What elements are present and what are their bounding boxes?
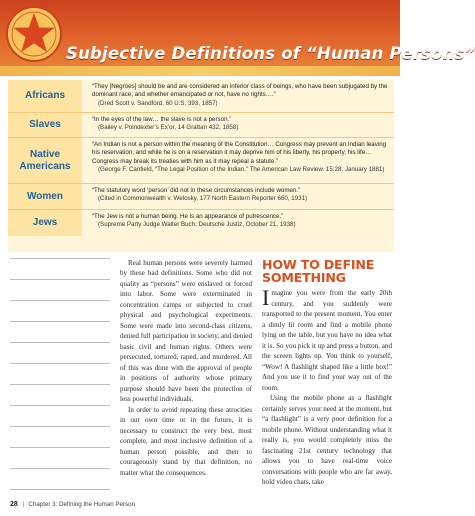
page-footer [10, 501, 135, 511]
section-heading: HOW TO DEFINE SOMETHING [262, 257, 375, 286]
definition-term: Slaves [8, 113, 82, 137]
definition-row [8, 113, 394, 138]
definition-quote-text: “In the eyes of the law… the slave is not a person.” [92, 116, 232, 123]
note-line [10, 426, 110, 427]
body-paragraph: Real human persons were severely harmed by these bad definitions. Some who did not quality as “persons” were enslaved or forced into labor. Some were exterminated in concentration camps or subjected to cruel physical and psychological experiments. Some were made into second-class citizens, denied full participation in society, and denied basic civil and human rights. Others were persecuted, tortured, raped, and murdered. All of this was done with the approval of people in positions of authority whose primary purpose should have been the protection of less powerful individuals. [120, 259, 252, 404]
note-line [10, 405, 110, 406]
page-number: 28 [10, 501, 18, 508]
definition-citation: (George F. Canfield, “The Legal Position of the Indian.” The American Law Review. 15:28, January 1881) [98, 166, 385, 174]
body-paragraph-text: magine you were from the early 20th century, and you suddenly were transported to the present moment. You enter a dimly lit room and find a mobile phone lying on the table, but you have no idea what it is. So you pick it up and press a button, and the screen lights up. You think to yourself, “Wow! A flashlight shaped like a little box!” And you use it to find your way out of the room. [262, 289, 392, 392]
note-line [10, 279, 110, 280]
note-line [10, 489, 110, 490]
note-line [10, 342, 110, 343]
definition-row [8, 210, 394, 236]
footer-separator: | [22, 501, 25, 508]
definition-term: Africans [8, 80, 82, 112]
note-line [10, 384, 110, 385]
note-line [10, 363, 110, 364]
note-line [10, 300, 110, 301]
body-paragraph: Using the mobile phone as a flashlight certainly serves your need at the moment, but “a flashlight” is a very poor definition for a mobile phone. Without understanding what it really is, you would completely miss the fascinating 21st century technology that allows you to have real-time voice conversations with people who are far away, hold video chats, take [262, 394, 392, 487]
definition-row [8, 80, 394, 113]
body-column-right [262, 258, 392, 496]
chapter-label: Chapter 3: Defining the Human Person [28, 501, 136, 508]
definition-citation: (Cited in Commonwealth v. Welosky, 177 North Eastern Reporter 660, 1931) [98, 195, 308, 203]
definition-quote [92, 141, 388, 174]
definition-term: Women [8, 184, 82, 209]
definitions-table [8, 80, 394, 252]
definition-row [8, 138, 394, 184]
drop-cap: I [262, 285, 270, 311]
definition-quote-text: “They [Negroes] should be and are considered an inferior class of beings, who have been subjugated by the dominant race, and whether emancipated or not, have no rights….” [92, 83, 388, 99]
note-line [10, 258, 110, 259]
definition-quote [92, 213, 388, 230]
definition-citation: (Dred Scott v. Sandford, 60 U.S. 393, 1857) [98, 99, 218, 107]
definition-quote-text: “An Indian is not a person within the meaning of the Constitution… Congress may prevent an Indian leaving his reservation, and while he is on a reservation it may deprive him of his liberty, his property, his life… Congress may break its treaties with him as it may repeal a statute.” [92, 141, 387, 165]
definition-quote [92, 116, 388, 133]
title-banner [0, 0, 475, 76]
body-paragraph [262, 285, 392, 393]
definition-term: Jews [8, 210, 82, 236]
body-paragraph: In order to avoid repeating these atrocities in our own time or in the future, it is necessary to construct the very best, most complete, and most inclusive definition of a human person possible, and then to courageously stand by that definition, no matter what the consequences. [120, 405, 252, 477]
note-lines [10, 258, 110, 490]
definition-quote-text: “The statutory word ‘person’ did not in these circumstances include women.” [92, 187, 301, 194]
note-line [10, 468, 110, 469]
definition-citation: (Supreme Party Judge Walter Buch, Deutsche Justiz, October 21, 1938) [98, 221, 296, 229]
note-line [10, 321, 110, 322]
star-badge-icon [6, 6, 62, 62]
page-title: Subjective Definitions of “Human Persons” [66, 44, 475, 63]
definition-term: Native Americans [8, 138, 82, 183]
definition-quote [92, 83, 388, 108]
definition-quote [92, 187, 388, 204]
body-column-left [120, 258, 252, 496]
note-line [10, 447, 110, 448]
definition-citation: (Bailey v. Poindexter’s Ex’or, 14 Grattan 432, 1858) [98, 124, 239, 132]
definition-row [8, 184, 394, 210]
definition-quote-text: “The Jew is not a human being. He is an appearance of putrescence.” [92, 213, 284, 220]
